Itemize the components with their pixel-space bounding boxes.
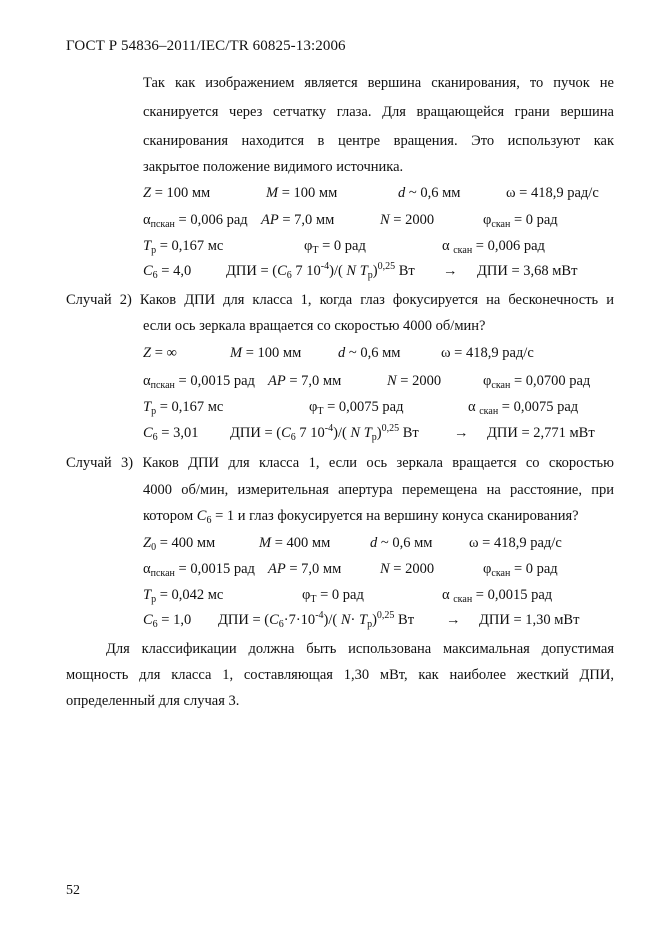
b1-dpi-formula: ДПИ = ($C_6$ 7 $10^{-4})/$( N $T_р)^{0,25}$ Вт	[226, 261, 415, 281]
b1-phit: $\varphi_T = 0$ рад	[304, 238, 366, 256]
c2-omega: ω = 418,9 рад/с	[441, 345, 534, 361]
intro-line-3: сканирования находится в центре вращения. Это используют как	[143, 133, 614, 149]
b1-n: N = 2000	[380, 212, 435, 228]
c3-n: N = 2000	[380, 561, 435, 577]
b1-m: M = 100 мм	[266, 185, 338, 201]
c2-phi: $\varphi_{скан} = 0,0700$ рад	[483, 373, 591, 391]
intro-line-2: сканируется через сетчатку глаза. Для вращающейся грани вершина	[143, 104, 614, 120]
conclusion-line-3: определенный для случая 3.	[66, 693, 240, 709]
case3-line-1: Случай 3) Каков ДПИ для класса 1, если ось зеркала вращается со скоростью	[66, 455, 614, 471]
c2-dpi-result: ДПИ = 2,771 мВт	[487, 425, 595, 441]
c2-m: M = 100 мм	[230, 345, 302, 361]
conclusion-paragraph	[66, 636, 614, 714]
conclusion-line-1: Для классификации должна быть использована максимальная допустимая	[106, 641, 614, 657]
c2-arrow: →	[454, 425, 469, 441]
b1-tp: $T_р = 0,167$ мс	[143, 238, 224, 256]
c2-alpha-scan: α $_{скан}$ = 0,0075 рад	[468, 399, 579, 417]
c3-dpi-result: ДПИ = 1,30 мВт	[479, 612, 580, 628]
c3-phi: $\varphi_{скан} = 0$ рад	[483, 561, 558, 579]
c2-phit: $\varphi_T = 0,0075$ рад	[309, 399, 404, 417]
case2-line-2: если ось зеркала вращается со скоростью 4000 об/мин?	[143, 318, 486, 334]
c3-z: $Z_0 = 400$ мм	[143, 535, 216, 553]
b1-z: Z = 100 мм	[143, 185, 211, 201]
conclusion-line-2: мощность для класса 1, составляющая 1,30 мВт, как наиболее жесткий ДПИ,	[66, 667, 614, 683]
c3-m: M = 400 мм	[259, 535, 331, 551]
b1-c6: $C_6 = 4,0$	[143, 263, 192, 281]
b1-omega: ω = 418,9 рад/с	[506, 185, 599, 201]
c3-phit: $\varphi_T = 0$ рад	[302, 587, 364, 605]
c2-d: d ~ 0,6 мм	[338, 345, 401, 361]
intro-line-1: Так как изображением является вершина сканирования, то пучок не	[143, 75, 614, 91]
c2-z: Z = ∞	[143, 345, 177, 361]
b1-alpha: $\alpha_{пскан} = 0,006$ рад	[143, 212, 248, 230]
b1-ap: AP = 7,0 мм	[261, 212, 335, 228]
c3-omega: ω = 418,9 рад/с	[469, 535, 562, 551]
b1-arrow: →	[443, 263, 458, 279]
c3-alpha: $\alpha_{пскан} = 0,0015$ рад	[143, 561, 255, 579]
page-number: 52	[66, 883, 80, 898]
b1-dpi-result: ДПИ = 3,68 мВт	[477, 263, 578, 279]
c3-alpha-scan: α $_{скан}$ = 0,0015 рад	[442, 587, 553, 605]
case2-line-1: Случай 2) Каков ДПИ для класса 1, когда глаз фокусируется на бесконечность и	[66, 292, 614, 308]
case3-line-3: котором $C_6 = 1$ и глаз фокусируется на вершину конуса сканирования?	[143, 508, 579, 526]
b1-d: d ~ 0,6 мм	[398, 185, 461, 201]
c3-c6: $C_6 = 1,0$	[143, 612, 192, 630]
c3-ap: AP = 7,0 мм	[268, 561, 342, 577]
b1-phi: $\varphi_{скан} = 0$ рад	[483, 212, 558, 230]
c3-d: d ~ 0,6 мм	[370, 535, 433, 551]
c2-n: N = 2000	[387, 373, 442, 389]
c2-ap: AP = 7,0 мм	[268, 373, 342, 389]
c3-arrow: →	[446, 612, 461, 628]
document-header: ГОСТ Р 54836–2011/IEC/TR 60825-13:2006	[66, 38, 346, 54]
c3-dpi-formula: ДПИ = $(C_6\cdot 7\cdot 10^{-4})/$( $N\cdot T_р)^{0,25}$ Вт	[218, 610, 415, 630]
c3-tp: $T_р = 0,042$ мс	[143, 587, 224, 605]
c2-dpi-formula: ДПИ = ($C_6$ 7 $10^{-4})/$( N $T_р)^{0,25}$ Вт	[230, 423, 419, 443]
c2-tp: $T_р = 0,167$ мс	[143, 399, 224, 417]
c2-c6: $C_6 = 3,01$	[143, 425, 199, 443]
case3-line-2: 4000 об/мин, измерительная апертура перемещена на расстояние, при	[143, 482, 614, 498]
c2-alpha: $\alpha_{пскан} = 0,0015$ рад	[143, 373, 255, 391]
intro-line-4: закрытое положение видимого источника.	[143, 159, 404, 175]
b1-alpha-scan: α $_{скан}$ = 0,006 рад	[442, 238, 545, 256]
